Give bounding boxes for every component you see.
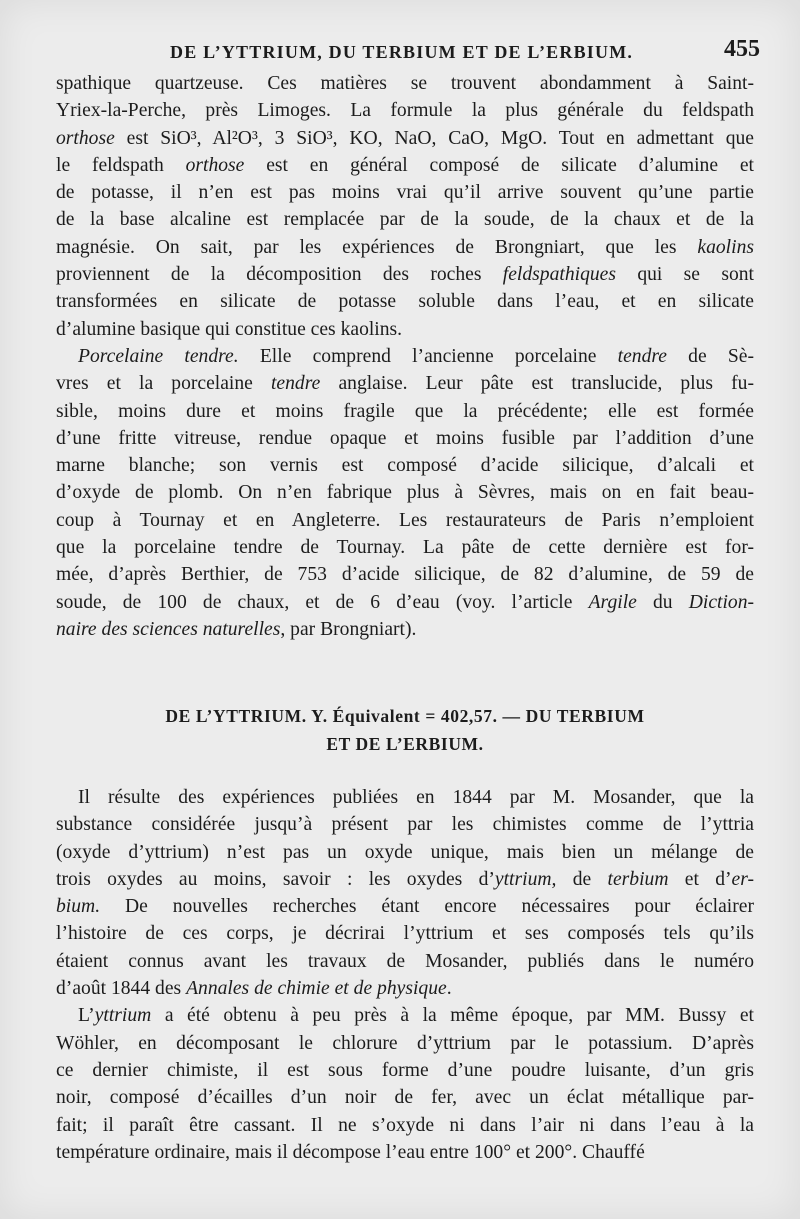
italic-text: yttrium — [94, 1005, 152, 1027]
text-line: (oxyde d’yttrium) n’est pas un oxyde unique, mais bien un mélange de — [56, 841, 754, 863]
text-segment: . — [446, 978, 452, 1000]
text-line: Il résulte des expériences publiées en 1844 par M. Mosander, que la — [78, 787, 754, 808]
text-line — [56, 343, 754, 370]
page-number: 455 — [724, 36, 760, 62]
text-segment: a été obtenu à peu près à la même époque, par MM. Bussy et — [151, 1005, 754, 1027]
text-line: fait; il paraît être cassant. Il ne s’oxyde ni dans l’air ni dans l’eau à la — [56, 1114, 754, 1136]
italic-text: er- — [731, 868, 754, 890]
text-line: mée, d’après Berthier, de 753 d’acide silicique, de 82 d’alumine, de 59 de — [56, 564, 754, 586]
italic-text: Diction- — [688, 591, 755, 613]
text-segment: soude, de 100 de chaux, et de 6 d’eau (voy. l’article — [56, 591, 589, 613]
text-line — [56, 893, 754, 920]
text-line: étaient connus avant les travaux de Mosander, publiés dans le numéro — [56, 950, 754, 972]
paragraphs-porcelain — [56, 70, 754, 643]
text-line: d’oxyde de plomb. On n’en fabrique plus à Sèvres, mais on en fait beau- — [56, 482, 754, 504]
text-line: que la porcelaine tendre de Tournay. La pâte de cette dernière est for- — [56, 537, 754, 559]
italic-text: Annales de chimie et de physique — [186, 978, 447, 1000]
text-line — [56, 616, 754, 643]
italic-text: naire des sciences naturelles — [56, 618, 281, 640]
italic-text: orthose — [185, 154, 245, 176]
text-segment: de Sè- — [667, 345, 754, 367]
text-line: coup à Tournay et en Angleterre. Les restaurateurs de Paris n’emploient — [56, 509, 754, 531]
text-segment: du — [636, 591, 689, 613]
text-segment: Elle comprend l’ancienne porcelaine — [238, 345, 618, 367]
text-segment: , par Brongniart). — [280, 618, 417, 640]
text-segment: est SiO³, Al²O³, 3 SiO³, KO, NaO, CaO, MgO. Tout en admettant que — [114, 127, 754, 149]
text-segment: De nouvelles recherches étant encore nécessaires pour éclairer — [100, 896, 754, 918]
text-line — [56, 589, 754, 616]
italic-text: terbium — [607, 868, 669, 890]
section-heading-line-2: ET DE L’ERBIUM. — [326, 734, 484, 754]
text-line — [56, 125, 754, 152]
text-segment: qui se sont — [616, 264, 754, 286]
text-line: d’alumine basique qui constitue ces kaolins. — [56, 318, 403, 340]
text-line — [56, 866, 754, 893]
text-line: substance considérée jusqu’à présent par les chimistes comme de l’yttria — [56, 814, 754, 836]
text-segment: de — [556, 868, 608, 890]
page-header — [50, 36, 760, 70]
text-segment: vres et la porcelaine — [56, 373, 271, 395]
text-line: transformées en silicate de potasse soluble dans l’eau, et en silicate — [56, 291, 754, 313]
text-line: Yriex-la-Perche, près Limoges. La formule la plus générale du feldspath — [56, 100, 754, 122]
section-heading — [56, 702, 754, 758]
italic-text: kaolins — [697, 236, 754, 258]
text-line: sible, moins dure et moins fragile que la précédente; elle est formée — [56, 400, 754, 422]
text-line: l’histoire de ces corps, je décrirai l’yttrium et ses composés tels qu’ils — [56, 923, 754, 945]
text-line — [56, 261, 754, 288]
italic-text: Porcelaine tendre. — [78, 345, 239, 367]
italic-text: bium. — [56, 896, 101, 918]
text-line: de la base alcaline est remplacée par de la soude, de la chaux et de la — [56, 209, 754, 231]
text-line — [56, 1002, 754, 1029]
text-segment: trois oxydes au moins, savoir : les oxydes d’ — [56, 868, 495, 890]
text-line: Wöhler, en décomposant le chlorure d’yttrium par le potassium. D’après — [56, 1032, 754, 1054]
italic-text: tendre — [617, 345, 667, 367]
italic-text: feldspathiques — [502, 264, 616, 286]
text-line: spathique quartzeuse. Ces matières se trouvent abondamment à Saint- — [56, 73, 754, 94]
italic-text: tendre — [270, 373, 321, 395]
text-segment: proviennent de la décomposition des roches — [56, 264, 503, 286]
running-head: DE L’YTTRIUM, DU TERBIUM ET DE L’ERBIUM. — [170, 42, 634, 62]
text-segment: le feldspath — [56, 154, 186, 176]
text-line: marne blanche; son vernis est composé d’acide silicique, d’alcali et — [56, 455, 754, 477]
italic-text: orthose — [56, 127, 115, 149]
text-line — [56, 370, 754, 397]
italic-text: Argile — [588, 591, 637, 613]
text-line: d’une fritte vitreuse, rendue opaque et moins fusible par l’addition d’une — [56, 427, 754, 449]
text-segment: anglaise. Leur pâte est translucide, plus fu- — [320, 373, 754, 395]
text-segment: est en général composé de silicate d’alumine et — [244, 154, 754, 176]
paragraphs-yttrium — [56, 784, 754, 1166]
section-heading-line-1: DE L’YTTRIUM. Y. Équivalent = 402,57. — DU TERBIUM — [165, 706, 645, 726]
text-line: température ordinaire, mais il décompose l’eau entre 100° et 200°. Chauffé — [56, 1141, 645, 1163]
text-segment: et d’ — [668, 868, 732, 890]
text-segment: d’août 1844 des — [56, 978, 187, 1000]
text-line: ce dernier chimiste, il est sous forme d’une poudre luisante, d’un gris — [56, 1059, 754, 1081]
text-line — [56, 975, 754, 1002]
text-segment: L’ — [78, 1005, 95, 1027]
text-line — [56, 152, 754, 179]
text-line: de potasse, il n’en est pas moins vrai qu’il arrive souvent qu’une partie — [56, 182, 754, 204]
text-line — [56, 234, 754, 261]
italic-text: yttrium, — [494, 868, 557, 890]
text-segment: magnésie. On sait, par les expériences de Brongniart, que les — [56, 236, 698, 258]
text-line: noir, composé d’écailles d’un noir de fer, avec un éclat métallique par- — [56, 1087, 754, 1109]
